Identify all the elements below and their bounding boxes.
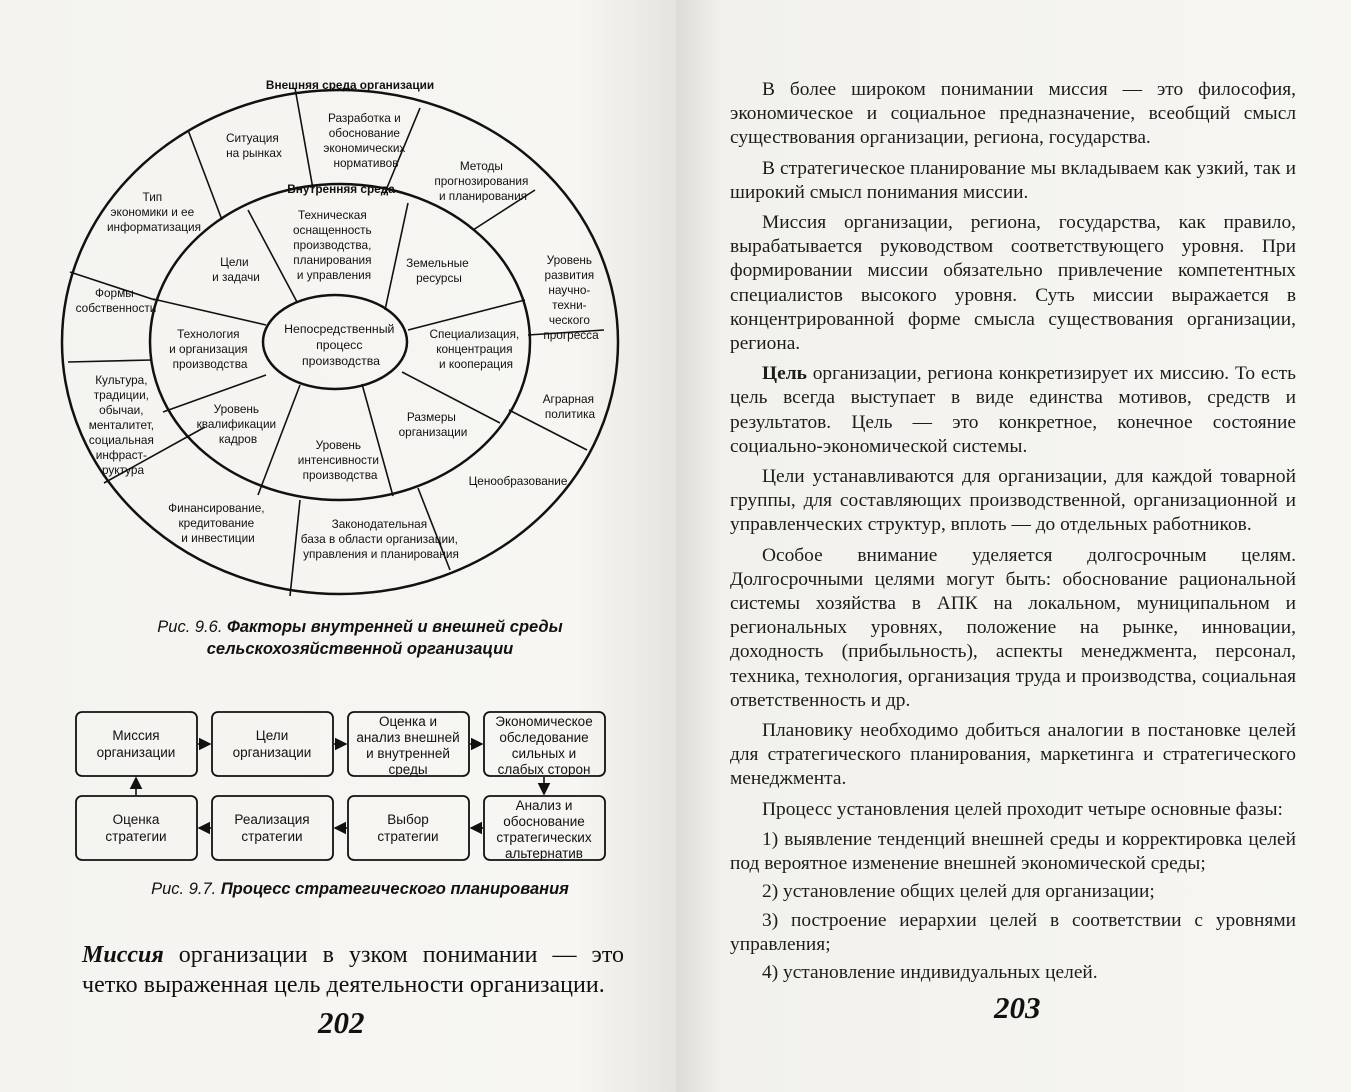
paragraph: В стратегическое планирование мы вкладываем как узкий, так и широкий смысл понимания миссии. xyxy=(730,157,1296,203)
inner-title: Внутренняя среда xyxy=(287,182,395,196)
divider xyxy=(68,360,152,362)
outer-factor-norms: Разработка и обоснование экономических нормативов xyxy=(323,111,406,170)
paragraph: В более широком понимании миссия — это философия, экономическое и социальное предназначение, всеобщий смысл существования организации, региона, государства. xyxy=(730,79,1296,149)
caption-number: Рис. 9.7. xyxy=(151,880,217,898)
phase-item: 3) построение иерархии целей в соответствии с уровнями управления; xyxy=(730,909,1296,955)
outer-factor-pricing: Ценообразование xyxy=(468,474,568,488)
box-choice-label: Выбор стратегии xyxy=(377,812,439,844)
phase-item: 4) установление индивидуальных целей. xyxy=(762,961,1098,983)
outer-factor-legislation: Законодательная база в области организации, управления и планирования xyxy=(300,517,459,561)
box-assess-label: Оценка и анализ внешней и внутренней среды xyxy=(356,714,460,777)
mission-text: организации в узком понимании — это четко выраженная цель деятельности организации. xyxy=(82,942,624,998)
page-number-right: 203 xyxy=(994,990,1041,1025)
figure-9-6-diagram xyxy=(0,0,676,700)
divider xyxy=(408,300,525,330)
inner-factor-intensity: Уровень интенсивности производства xyxy=(297,438,379,482)
divider xyxy=(295,88,313,189)
outer-factor-economy: Тип экономики и ее информатизация xyxy=(106,190,202,234)
inner-factor-tech: Техническая оснащенность производства, планирования и управления xyxy=(293,208,372,282)
outer-factor-culture: Культура, традиции, обычаи, менталитет, социальная инфраст- руктура xyxy=(88,373,155,477)
paragraph: Процесс установления целей проходит четыре основные фазы: xyxy=(762,798,1283,820)
divider xyxy=(385,203,408,310)
box-mission xyxy=(76,712,197,776)
divider xyxy=(290,500,300,596)
figure-9-7-caption xyxy=(60,880,660,899)
goal-paragraph xyxy=(730,362,1296,459)
phase-item: 1) выявление тенденций внешней среды и корректировка целей под вероятное изменение внешней экономической среды; xyxy=(730,828,1296,875)
divider xyxy=(248,210,297,302)
divider xyxy=(258,385,300,495)
page-number-left: 202 xyxy=(318,1005,365,1040)
caption-title-line2: сельскохозяйственной организации xyxy=(206,640,514,658)
outer-factor-market: Ситуация на рынках xyxy=(226,131,282,160)
paragraph: Особое внимание уделяется долгосрочным целям. Долгосрочными целями могут быть: обоснование рациональной системы хозяйства в АПК на локальном, муниципальном и региональных уровнях, положение на рынке, инновации, доходность (прибыльность), аспекты менеджмента, персонал, техника, технология, организация труда и производства, социальная ответственность и др. xyxy=(730,544,1296,711)
right-page-text xyxy=(730,78,1296,989)
box-evaluation xyxy=(76,796,197,860)
paragraph: Миссия организации, региона, государства, как правило, вырабатывается руководством соответствующего уровня. При формировании миссии обязательно привлечение компетентных специалистов высокого уровня. Суть миссии выражается в концентрированной форме смысла существования организации, региона. xyxy=(730,212,1296,355)
outer-title: Внешняя среда организации xyxy=(265,78,435,92)
goal-term: Цель xyxy=(762,363,807,385)
outer-factor-ownership: Формы собственности xyxy=(75,286,157,315)
inner-factor-land: Земельные ресурсы xyxy=(406,256,469,285)
figure-9-7-diagram xyxy=(0,700,676,900)
inner-factor-technology: Технология и организация производства xyxy=(169,327,248,371)
inner-factor-spec: Специализация, концентрация и кооперация xyxy=(429,327,520,371)
goal-text: организации, региона конкретизирует их миссию. То есть цель всегда выступает в виде единства мотивов, средств и результатов. Цель — это конкретное, конечное состояние социально-экономической системы. xyxy=(730,363,1296,457)
divider xyxy=(153,299,266,325)
box-implementation-label: Реализация стратегии xyxy=(234,812,310,844)
box-evaluation-label: Оценка стратегии xyxy=(105,812,167,844)
box-implementation xyxy=(212,796,333,860)
box-survey-label: Экономическое обследование сильных и слабых сторон xyxy=(495,714,593,777)
outer-factor-agro: Аграрная политика xyxy=(542,392,596,421)
mission-paragraph xyxy=(82,940,624,1000)
box-choice xyxy=(348,796,469,860)
inner-factor-qualification: Уровень квалификации кадров xyxy=(196,402,277,446)
outer-factor-progress: Уровень развития научно- техни- ческого прогресса xyxy=(543,253,599,342)
inner-factor-goals: Цели и задачи xyxy=(212,255,260,284)
center-label: Непосредственный процесс производства xyxy=(284,322,395,368)
mission-term: Миссия xyxy=(82,942,164,968)
paragraph: Цели устанавливаются для организации, для каждой товарной группы, для составляющих производственной, организационной и управленческих структур, вплоть — до отдельных работников. xyxy=(730,466,1296,536)
right-page xyxy=(676,0,1351,1092)
paragraph: Плановику необходимо добиться аналогии в постановке целей для стратегического планирования, маркетинга и стратегического менеджмента. xyxy=(730,720,1296,790)
caption-title: Процесс стратегического планирования xyxy=(220,880,569,898)
box-analysis-label: Анализ и обоснование стратегических альтернатив xyxy=(496,798,592,861)
caption-number: Рис. 9.6. xyxy=(157,618,223,636)
box-goals-label: Цели организации xyxy=(232,728,312,760)
box-goals xyxy=(212,712,333,776)
box-mission-label: Миссия организации xyxy=(96,728,176,760)
outer-factor-forecast: Методы прогнозирования и планирования xyxy=(434,159,529,203)
inner-factor-size: Размеры организации xyxy=(398,410,468,439)
caption-title-line1: Факторы внутренней и внешней среды xyxy=(227,618,563,636)
outer-factor-finance: Финансирование, кредитование и инвестиции xyxy=(168,501,265,545)
phase-item: 2) установление общих целей для организации; xyxy=(762,881,1155,903)
figure-9-6-caption xyxy=(100,616,620,660)
